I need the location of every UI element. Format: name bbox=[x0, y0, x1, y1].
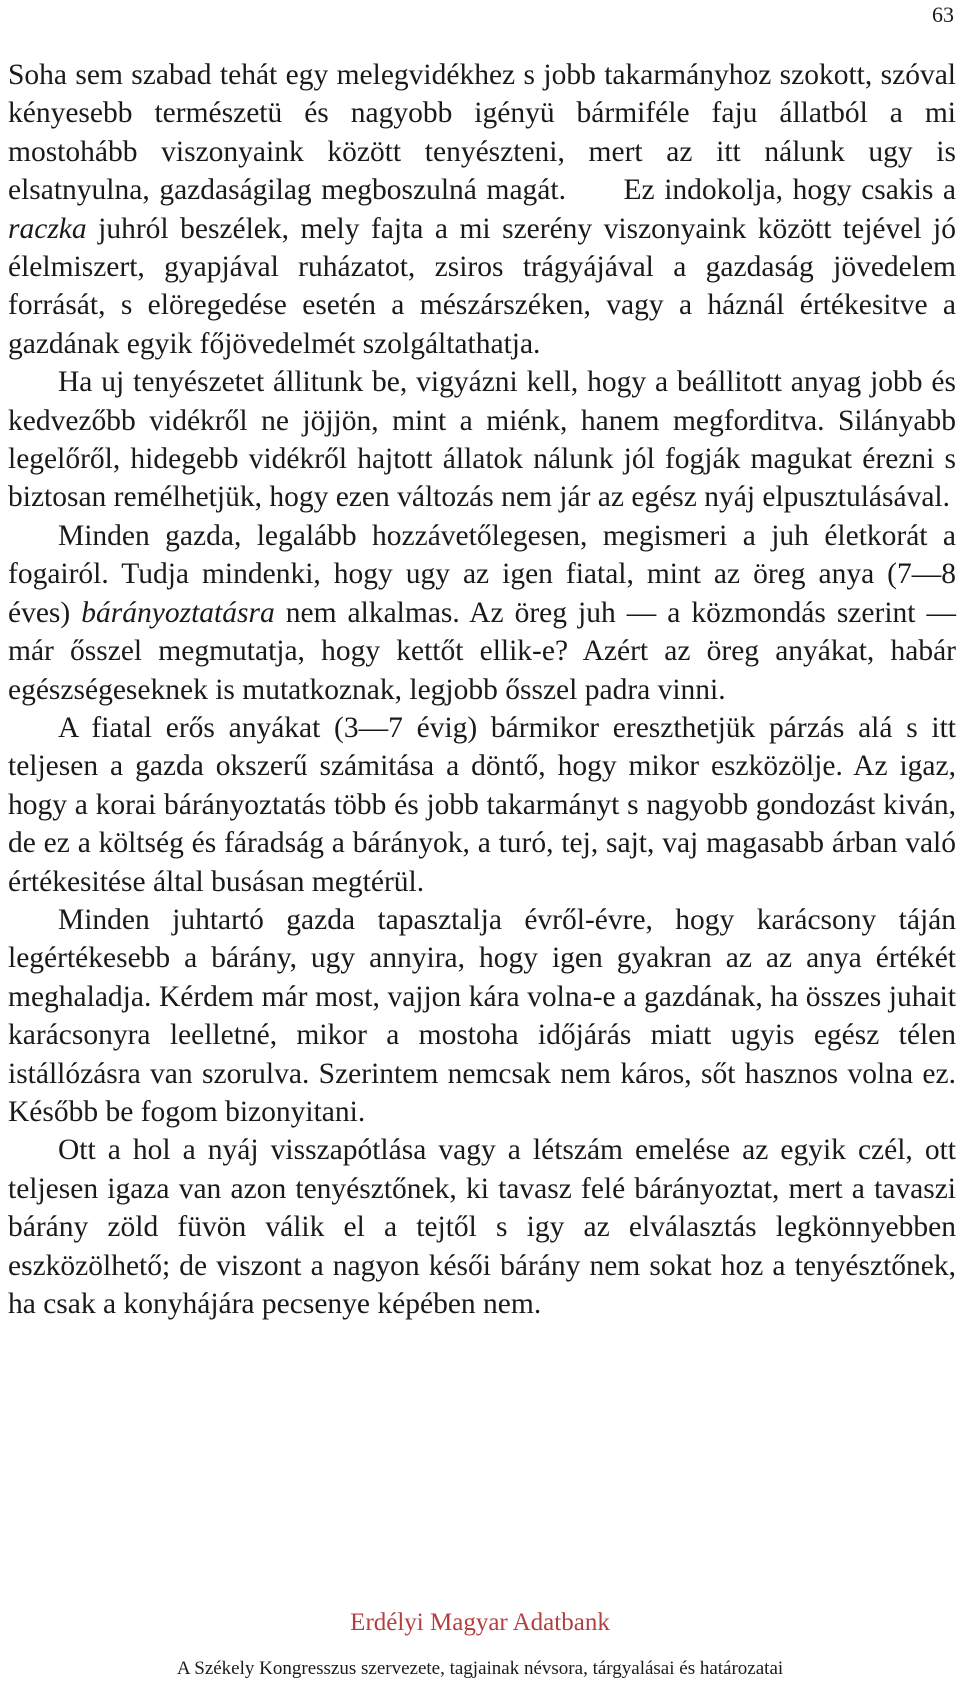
paragraph-text: A fiatal erős anyákat (3—7 évig) bármikor ereszthetjük párzás alá s itt teljesen a gazda okszerű számitása a döntő, hogy mikor eszközölje. Az igaz, hogy a korai bárányoztatás több és jobb takarmányt s nagyobb gondozást kiván, de ez a költség és fáradság a bárányok, a turó, tej, sajt, vaj magasabb árban való értékesitése által busásan megtérül. bbox=[8, 711, 956, 898]
paragraph bbox=[8, 363, 956, 517]
page-number: 63 bbox=[932, 2, 954, 27]
paragraph-text: Ha uj tenyészetet állitunk be, vigyázni kell, hogy a beállitott anyag jobb és kedvezőbb vidékről ne jöjjön, mint a miénk, hanem megforditva. Silányabb legelőről, hidegebb vidékről hajtott állatok nálunk jól fogják magukat érezni s biztosan remélhetjük, hogy ezen változás nem jár az egész nyáj elpusztulásával. bbox=[8, 366, 956, 514]
footer-title: Erdélyi Magyar Adatbank bbox=[350, 1609, 610, 1636]
paragraph-text: Ez indokolja, hogy csakis a bbox=[623, 174, 956, 207]
paragraph-text: Minden juhtartó gazda tapasztalja évről-évre, hogy karácsony táján legértékesebb a bárány, ugy annyira, hogy igen gyakran az az anya értékét meghaladja. Kérdem már most, vajjon kára volna-e a gazdának, ha összes juhait karácsonyra leelletné, mikor a mostoha időjárás miatt ugyis egész télen istállózásra van szorulva. Szerintem nemcsak nem káros, sőt hasznos volna ez. Később be fogom bizonyitani. bbox=[8, 903, 956, 1128]
paragraph bbox=[8, 56, 956, 363]
paragraph-text: Ott a hol a nyáj visszapótlása vagy a létszám emelése az egyik czél, ott teljesen igaza van azon tenyésztőnek, ki tavasz felé bárányoztat, mert a tavaszi bárány zöld füvön válik el a tejtől s igy az elválasztás legkönnyebben eszközölhető; de viszont a nagyon késői bárány nem sokat hoz a tenyésztőnek, ha csak a konyhájára pecsenye képében nem. bbox=[8, 1134, 956, 1320]
paragraph-text: Soha sem szabad tehát egy melegvidékhez s jobb takarmányhoz szokott, szóval kényesebb természetü és nagyobb igényü bármiféle faju állatból a mi mostohább viszonyaink között tenyészteni, mert az itt nálunk ugy is elsatnyulna, gazdaságilag megboszulná magát. bbox=[8, 59, 956, 207]
paragraph bbox=[8, 517, 956, 709]
paragraph-text: nem alkalmas. Az öreg juh — a közmondás szerint — már ősszel megmutatja, hogy kettőt ellik-e? Azért az öreg anyákat, habár egészségeseknek is mutatkoznak, legjobb ősszel padra vinni. bbox=[8, 596, 956, 706]
footer-subtitle: A Székely Kongresszus szervezete, tagjainak névsora, tárgyalásai és határozatai bbox=[176, 1658, 784, 1679]
document-body bbox=[8, 56, 956, 1323]
paragraph bbox=[8, 709, 956, 901]
paragraph-text: Minden gazda, legalább hozzávetőlegesen, megismeri a juh életkorát a fogairól. Tudja mindenki, hogy ugy az igen fiatal, mint az öreg anya (7—8 éves) bbox=[8, 519, 956, 629]
italic-term: bárányoztatásra bbox=[81, 596, 275, 629]
paragraph bbox=[8, 1131, 956, 1323]
paragraph-text: juhról beszélek, mely fajta a mi szerény viszonyaink között tejével jó élelmiszert, gyapjával ruházatot, zsiros trágyájával a gazdaság jövedelem forrását, s elöregedése esetén a mészárszéken, vagy a háznál értékesitve a gazdának egyik főjövedelmét szolgáltathatja. bbox=[8, 212, 956, 360]
italic-term: raczka bbox=[8, 212, 87, 245]
paragraph bbox=[8, 901, 956, 1131]
